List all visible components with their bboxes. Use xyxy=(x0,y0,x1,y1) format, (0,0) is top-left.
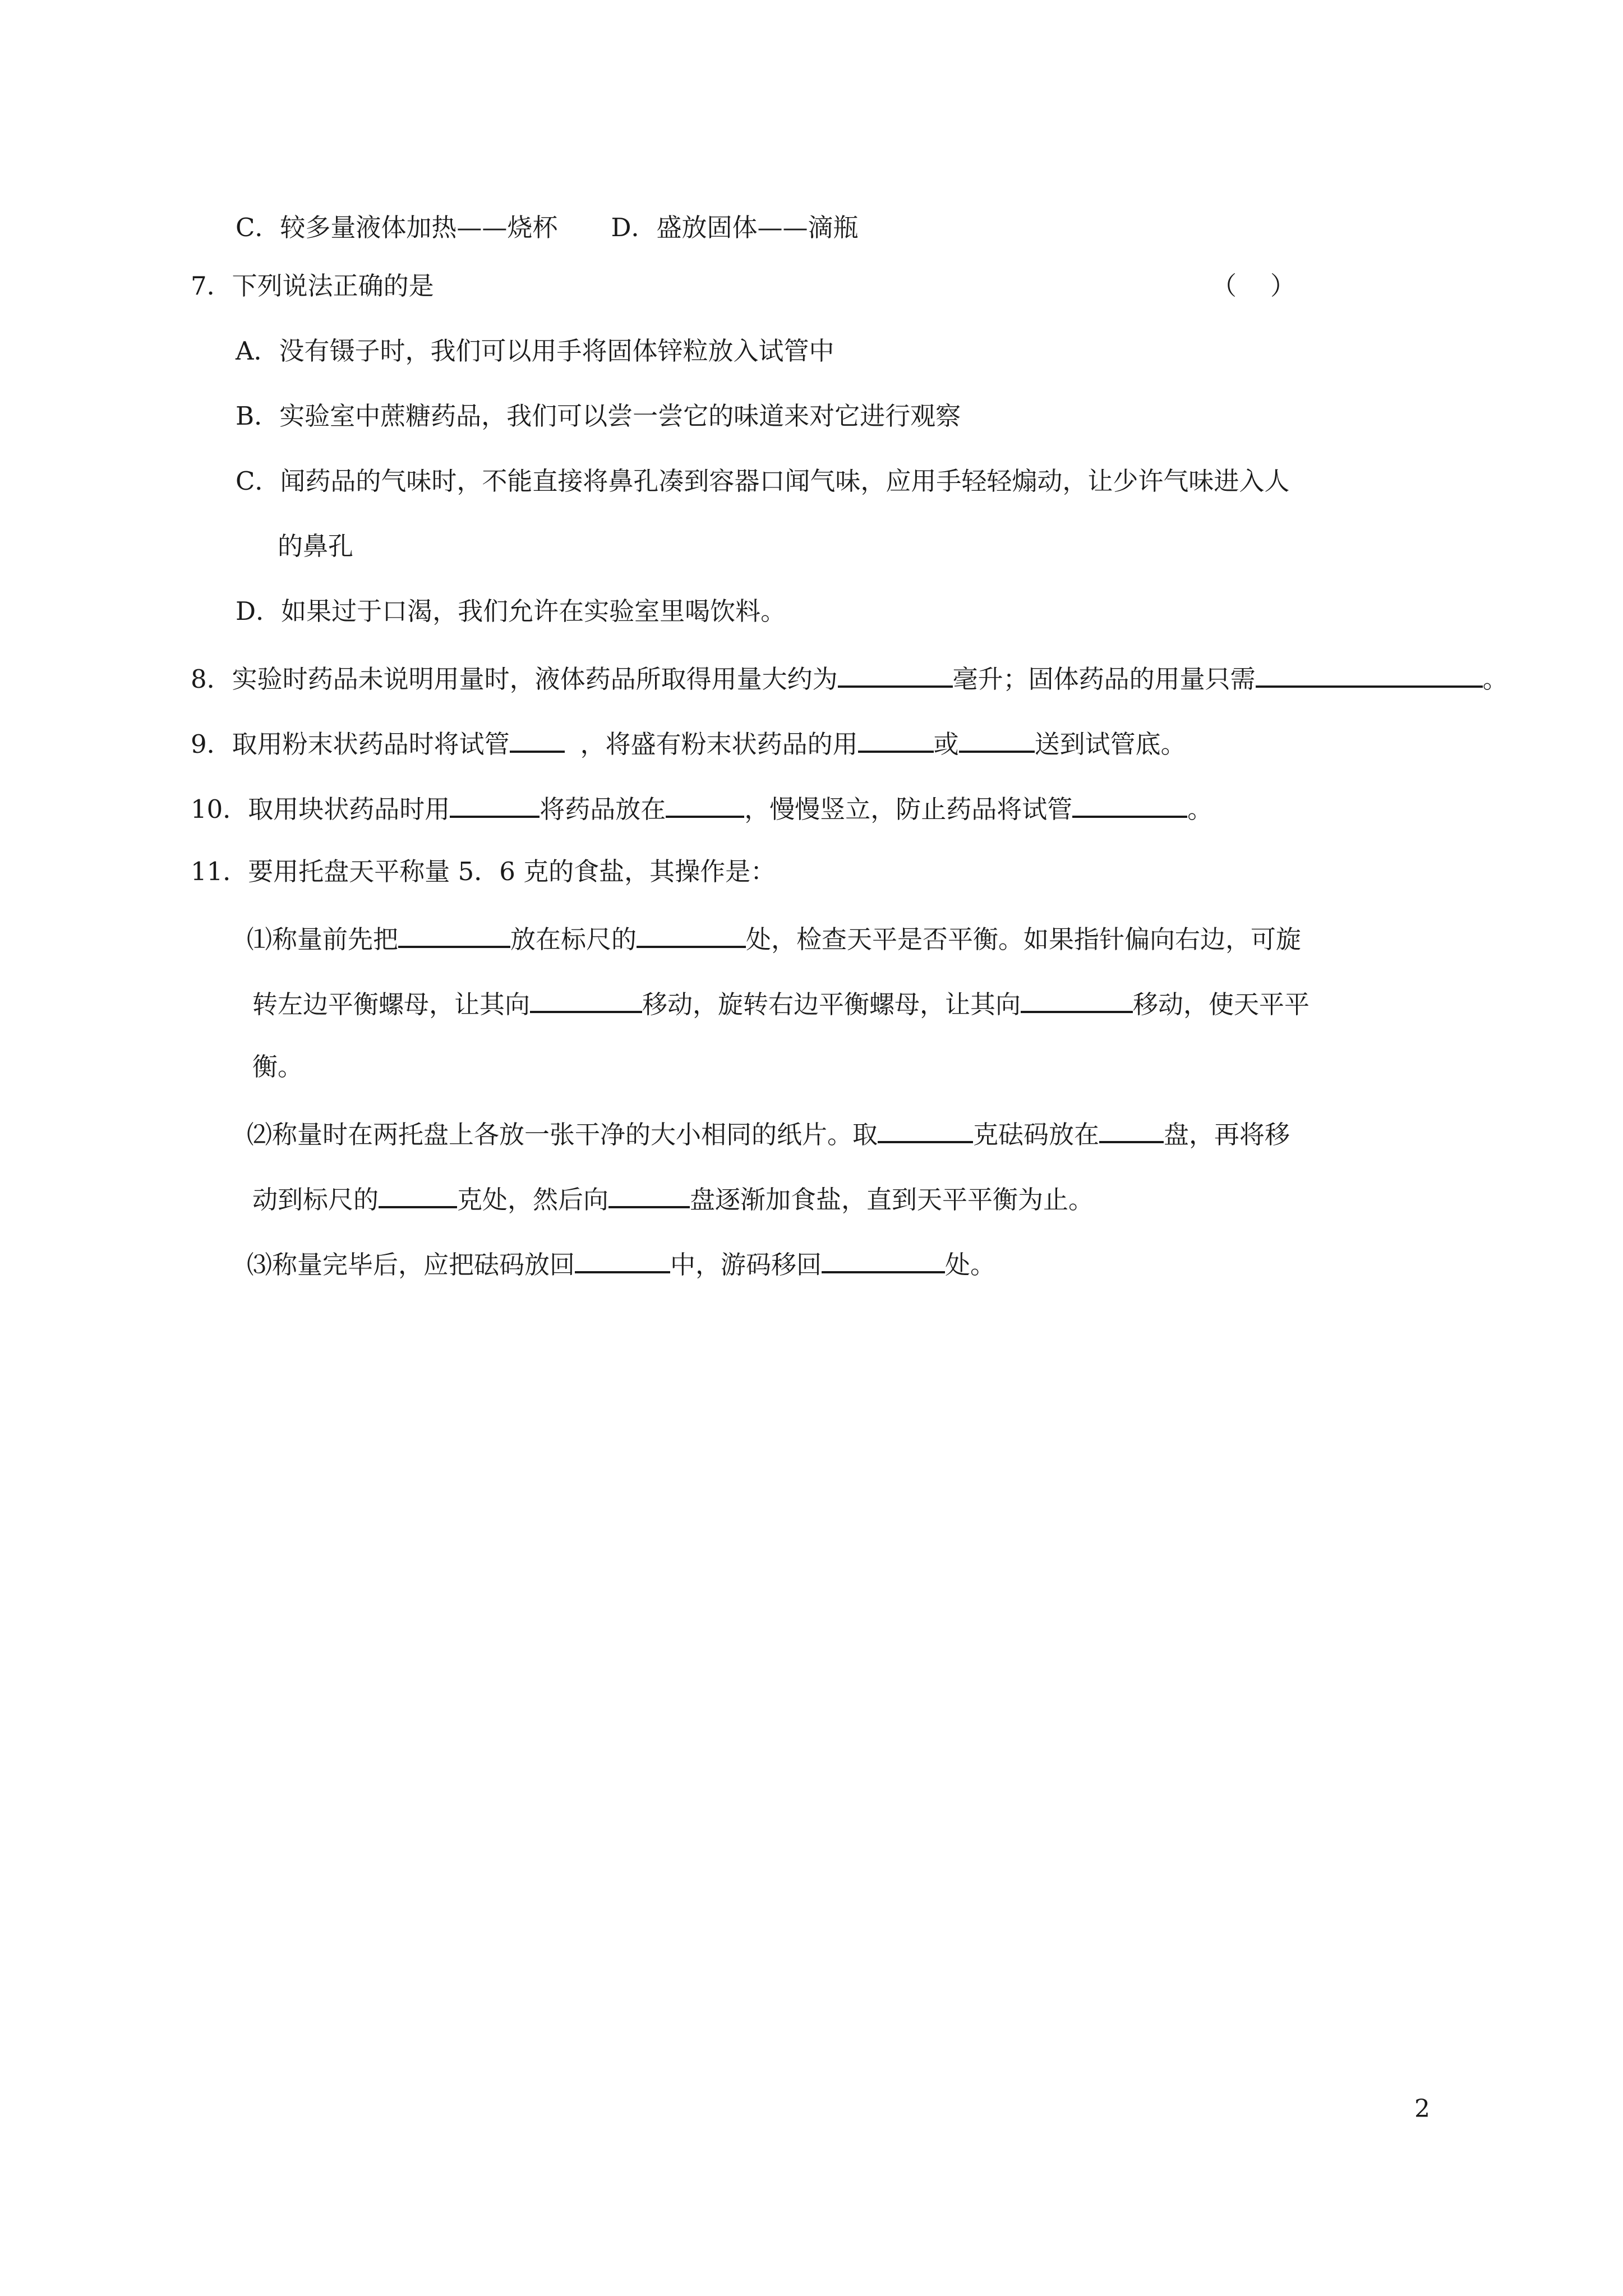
q11-sub1-text-7: 衡。 xyxy=(252,1052,303,1082)
q11-stem-text: 11．要用托盘天平称量 5．6 克的食盐，其操作是： xyxy=(191,857,776,886)
q11-sub2-blank-4[interactable] xyxy=(608,1180,690,1208)
q10-text-2: 将药品放在 xyxy=(540,794,666,824)
q11-sub3-text-3: 处。 xyxy=(945,1250,996,1280)
q11-sub1-line2 xyxy=(252,985,1310,1019)
q11-sub2-text-3: 盘，再将移 xyxy=(1164,1120,1290,1149)
q8 xyxy=(191,660,1508,693)
q11-sub3 xyxy=(247,1245,995,1279)
q9-text-2: ，将盛有粉末状药品的用 xyxy=(580,729,858,759)
q11-sub2-blank-3[interactable] xyxy=(379,1180,457,1208)
q7-stem-text: 7．下列说法正确的是 xyxy=(191,271,434,301)
q7-option-d xyxy=(236,595,786,628)
q7-option-c-continued xyxy=(278,530,353,563)
q7-answer-parentheses xyxy=(1211,269,1295,303)
q7-option-c-text-2: 的鼻孔 xyxy=(278,531,354,561)
q9-blank-2[interactable] xyxy=(858,725,934,753)
q8-text-1: 8．实验时药品未说明用量时，液体药品所取得用量大约为 xyxy=(191,664,838,694)
q8-text-2: 毫升；固体药品的用量只需 xyxy=(952,664,1256,694)
q11-sub1-line3 xyxy=(252,1050,303,1084)
q11-sub1-blank-4[interactable] xyxy=(1021,985,1133,1013)
q10-text-3: ，慢慢竖立，防止药品将试管 xyxy=(744,794,1073,824)
q11-sub2-text-5: 克处，然后向 xyxy=(457,1185,609,1214)
q10-blank-1[interactable] xyxy=(450,790,540,818)
q7-option-b-text: B．实验室中蔗糖药品，我们可以尝一尝它的味道来对它进行观察 xyxy=(236,401,961,431)
q11-stem xyxy=(191,855,776,889)
q7-paren-open: （ xyxy=(1211,271,1237,301)
q11-sub2-text-1: ⑵称量时在两托盘上各放一张干净的大小相同的纸片。取 xyxy=(247,1120,878,1149)
q11-sub1-text-3: 处，检查天平是否平衡。如果指针偏向右边，可旋 xyxy=(746,924,1302,954)
q6-options-line xyxy=(236,211,859,245)
q9-blank-3[interactable] xyxy=(959,725,1035,753)
q8-blank-liquid-volume[interactable] xyxy=(838,660,953,688)
q7-option-b xyxy=(236,399,961,433)
q9-text-3: 或 xyxy=(933,729,959,759)
q11-sub1-blank-2[interactable] xyxy=(637,920,746,948)
q9-blank-1[interactable] xyxy=(510,725,565,753)
q11-sub1-text-1: ⑴称量前先把 xyxy=(247,924,399,954)
q11-sub3-text-1: ⑶称量完毕后，应把砝码放回 xyxy=(247,1250,575,1280)
page-number: 2 xyxy=(1414,2095,1430,2123)
q11-sub1-blank-1[interactable] xyxy=(398,920,510,948)
q7-option-d-text: D．如果过于口渴，我们允许在实验室里喝饮料。 xyxy=(236,596,786,626)
q11-sub2-text-6: 盘逐渐加食盐，直到天平平衡为止。 xyxy=(690,1185,1094,1214)
q10-blank-3[interactable] xyxy=(1072,790,1187,818)
q9-text-1: 9．取用粉末状药品时将试管 xyxy=(191,729,510,759)
q11-sub3-blank-1[interactable] xyxy=(575,1245,670,1273)
q10-blank-2[interactable] xyxy=(666,790,744,818)
q11-sub3-blank-2[interactable] xyxy=(822,1245,945,1273)
q6-option-c: C．较多量液体加热——烧杯 xyxy=(236,213,558,242)
q11-sub2-text-4: 动到标尺的 xyxy=(252,1185,379,1214)
q11-sub1-text-4: 转左边平衡螺母，让其向 xyxy=(252,990,531,1019)
q11-sub2-blank-2[interactable] xyxy=(1099,1115,1164,1143)
q10-text-4: 。 xyxy=(1187,794,1213,824)
q11-sub1-blank-3[interactable] xyxy=(530,985,642,1013)
q11-sub2-blank-1[interactable] xyxy=(878,1115,973,1143)
q11-sub1-text-2: 放在标尺的 xyxy=(510,924,637,954)
q9 xyxy=(191,725,1186,758)
q11-sub1-line1 xyxy=(247,920,1301,954)
q7-option-c xyxy=(236,464,1289,498)
q7-option-c-text-1: C．闻药品的气味时，不能直接将鼻孔凑到容器口闻气味，应用手轻轻煽动，让少许气味进入人 xyxy=(236,466,1290,496)
q7-stem xyxy=(191,269,434,303)
q11-sub1-text-5: 移动，旋转右边平衡螺母，让其向 xyxy=(642,990,1021,1019)
q11-sub1-text-6: 移动，使天平平 xyxy=(1133,990,1310,1019)
q7-option-a xyxy=(236,334,834,368)
q11-sub2-text-2: 克砝码放在 xyxy=(973,1120,1100,1149)
q6-option-d: D．盛放固体——滴瓶 xyxy=(611,213,859,242)
q10-text-1: 10．取用块状药品时用 xyxy=(191,794,450,824)
q10 xyxy=(191,790,1212,823)
q11-sub2-line2 xyxy=(252,1180,1094,1214)
q7-option-a-text: A．没有镊子时，我们可以用手将固体锌粒放入试管中 xyxy=(236,336,834,366)
q8-blank-solid-amount[interactable] xyxy=(1256,660,1483,688)
q8-text-3: 。 xyxy=(1482,664,1508,694)
q11-sub2-line1 xyxy=(247,1115,1290,1149)
q7-paren-close: ） xyxy=(1270,271,1296,301)
q9-text-4: 送到试管底。 xyxy=(1034,729,1186,759)
q11-sub3-text-2: 中，游码移回 xyxy=(670,1250,822,1280)
